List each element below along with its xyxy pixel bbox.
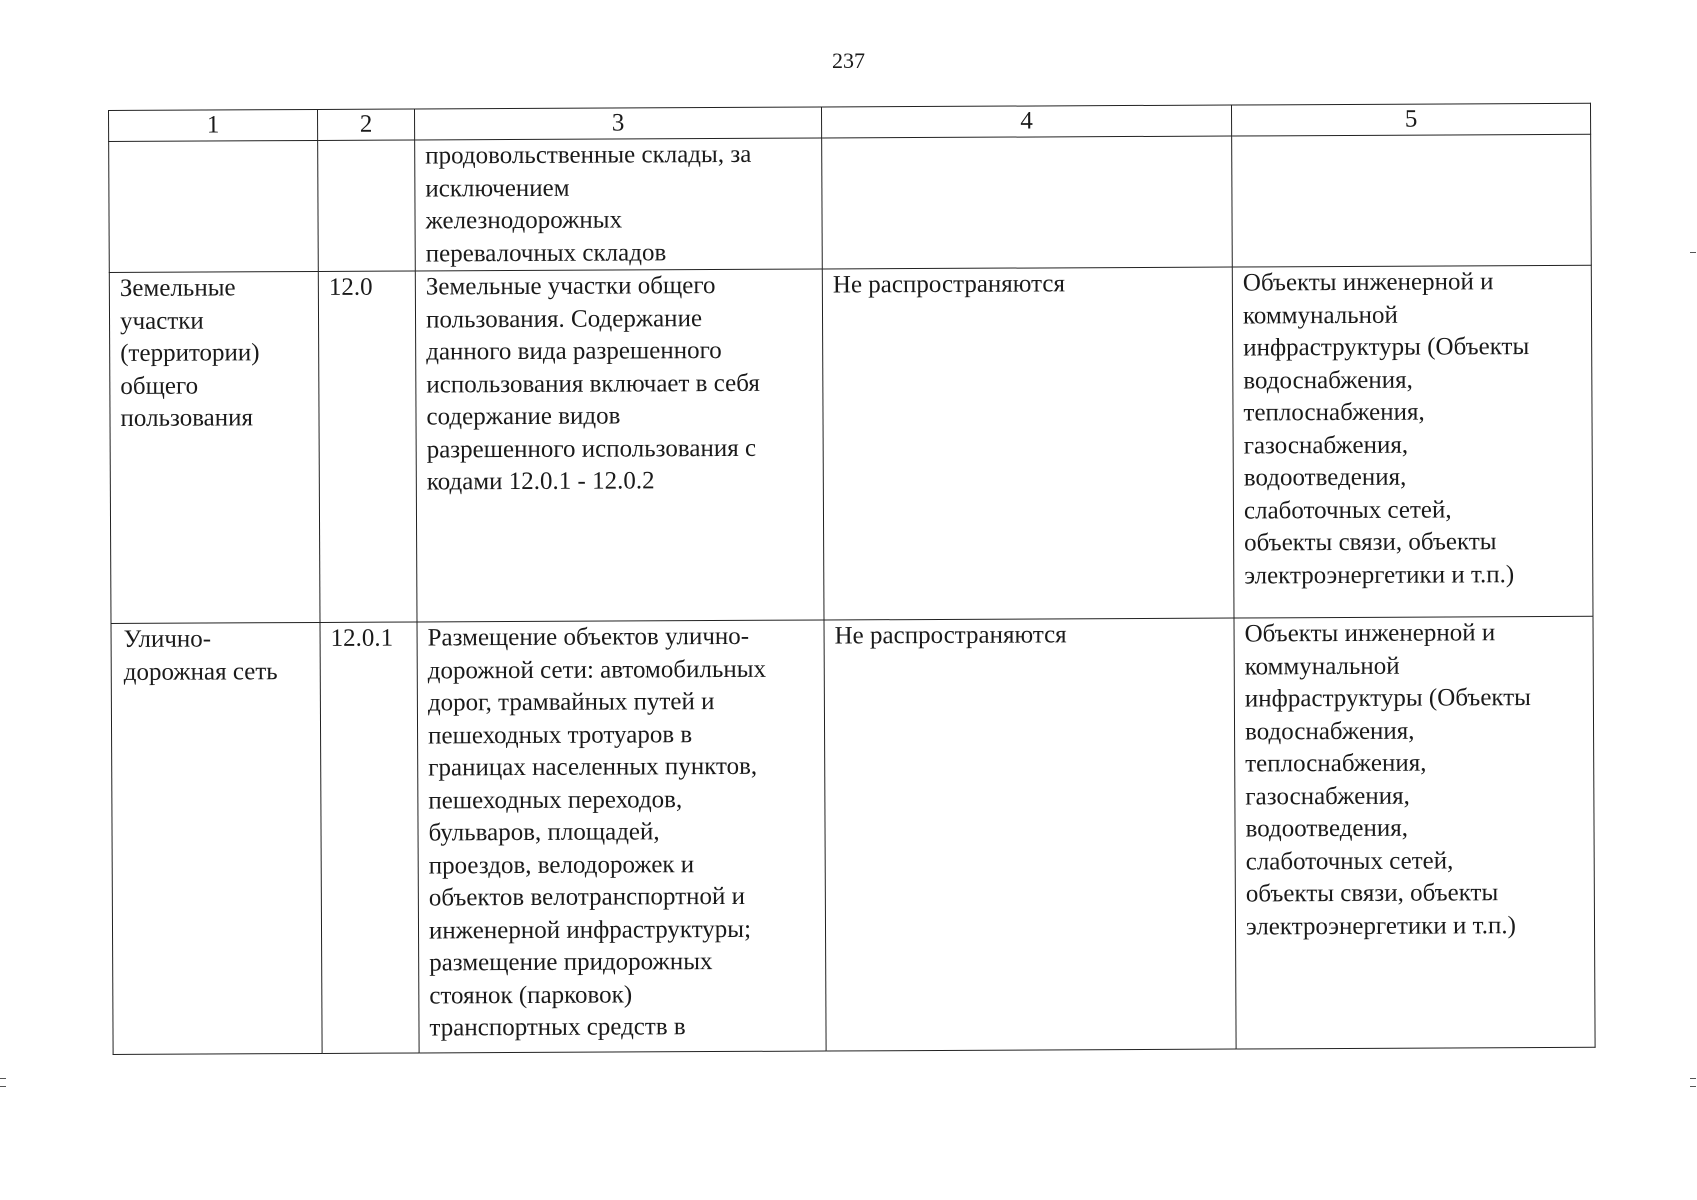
column-header-5: 5 xyxy=(1231,103,1590,136)
table-row xyxy=(111,616,1595,1054)
column-header-3: 3 xyxy=(414,107,821,140)
scan-edge-mark xyxy=(1690,1086,1696,1087)
land-use-description-cell: Земельные участки общего пользования. Содержание данного вида разрешенного использования включает в себя содержание видов разрешенного использования с кодами 12.0.1 - 12.0.2 xyxy=(415,269,824,622)
page-number: 237 xyxy=(832,48,865,73)
auxiliary-uses-cell: Объекты инженерной и коммунальной инфраструктуры (Объекты водоснабжения, теплоснабжения, газоснабжения, водоотведения, слаботочных сетей, объекты связи, объекты электроэнергетики и т.п.) xyxy=(1234,616,1595,1049)
table-row xyxy=(109,265,1593,623)
scan-edge-mark xyxy=(1690,252,1696,253)
parameters-cell: Не распространяются xyxy=(824,618,1236,1051)
land-use-name-cell: Улично- дорожная сеть xyxy=(111,622,322,1054)
land-use-code-cell: 12.0.1 xyxy=(320,622,419,1053)
land-use-name-cell: Земельные участки (территории) общего пользования xyxy=(109,271,320,623)
column-header-4: 4 xyxy=(821,105,1231,138)
scan-edge-mark xyxy=(0,1086,6,1087)
land-use-name-cell xyxy=(109,140,319,272)
column-header-2: 2 xyxy=(317,109,414,140)
scan-edge-mark xyxy=(0,1078,6,1079)
zoning-table xyxy=(108,103,1596,1055)
auxiliary-uses-cell: Объекты инженерной и коммунальной инфраструктуры (Объекты водоснабжения, теплоснабжения, газоснабжения, водоотведения, слаботочных сетей, объекты связи, объекты электроэнергетики и т.п.) xyxy=(1232,265,1593,618)
table-row xyxy=(109,134,1592,272)
land-use-code-cell xyxy=(318,140,416,271)
land-use-description-cell: Размещение объектов улично- дорожной сети: автомобильных дорог, трамвайных путей и пешеходных тротуаров в границах населенных пунктов, пешеходных переходов, бульваров, площадей, проездов, велодорожек и объектов велотранспортной и инженерной инфраструктуры; размещение придорожных стоянок (парковок) транспортных средств в xyxy=(417,620,826,1053)
parameters-cell: Не распространяются xyxy=(822,267,1234,620)
land-use-code-cell: 12.0 xyxy=(318,271,417,622)
land-use-description-cell: продовольственные склады, за исключением железнодорожных перевалочных складов xyxy=(415,138,823,271)
parameters-cell xyxy=(822,136,1233,269)
scan-edge-mark xyxy=(1690,1078,1696,1079)
column-header-1: 1 xyxy=(109,109,318,141)
auxiliary-uses-cell xyxy=(1232,134,1592,267)
